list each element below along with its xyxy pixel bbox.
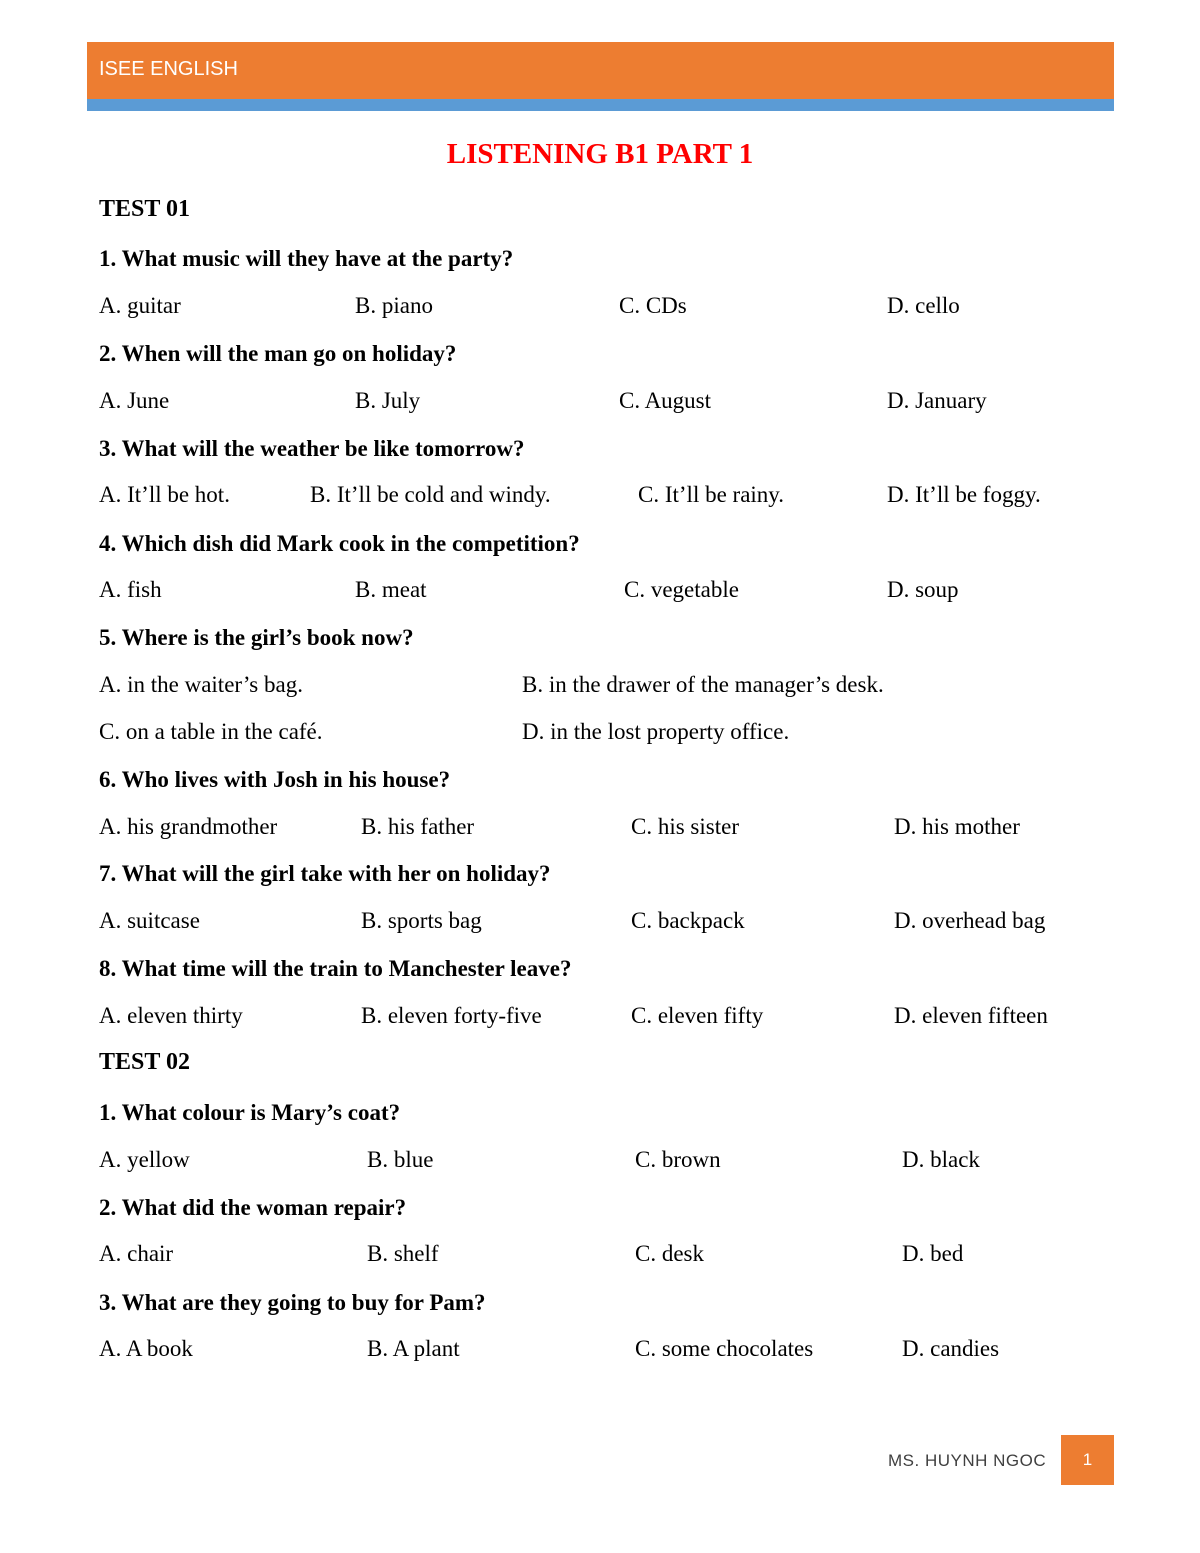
question: 2. When will the man go on holiday? (99, 341, 457, 366)
option-b: B. July (355, 388, 421, 413)
option-a: A. A book (99, 1336, 193, 1361)
header-brand: ISEE ENGLISH (99, 58, 238, 80)
option-b: B. It’ll be cold and windy. (310, 482, 551, 507)
option-b: B. piano (355, 293, 433, 318)
option-a: A. in the waiter’s bag. (99, 672, 303, 697)
question: 2. What did the woman repair? (99, 1195, 407, 1220)
header-stripe (87, 99, 1114, 111)
option-b: B. A plant (367, 1336, 460, 1361)
option-c: C. CDs (619, 293, 687, 318)
options-row (99, 814, 1099, 844)
option-b: B. blue (367, 1147, 434, 1172)
option-a: A. chair (99, 1241, 174, 1266)
option-b: B. shelf (367, 1241, 439, 1266)
option-c: C. August (619, 388, 712, 413)
option-b: B. sports bag (361, 908, 482, 933)
option-b: B. in the drawer of the manager’s desk. (522, 672, 884, 697)
options-row (99, 482, 1099, 512)
option-a: A. eleven thirty (99, 1003, 243, 1028)
option-a: A. his grandmother (99, 814, 278, 839)
option-b: B. meat (355, 577, 427, 602)
test-heading: TEST 01 (99, 196, 190, 222)
option-d: D. candies (902, 1336, 1000, 1361)
options-row (99, 1241, 1099, 1271)
option-c: C. backpack (631, 908, 745, 933)
question: 4. Which dish did Mark cook in the competition? (99, 531, 580, 556)
options-row (99, 1003, 1099, 1033)
option-d: D. overhead bag (894, 908, 1046, 933)
question: 7. What will the girl take with her on holiday? (99, 861, 551, 886)
options-row (99, 908, 1099, 938)
option-a: A. fish (99, 577, 162, 602)
option-c: C. some chocolates (635, 1336, 814, 1361)
page-title: LISTENING B1 PART 1 (446, 138, 754, 170)
option-d: D. his mother (894, 814, 1020, 839)
question: 8. What time will the train to Manchester leave? (99, 956, 572, 981)
option-d: D. January (887, 388, 987, 413)
option-d: D. soup (887, 577, 959, 602)
option-c: C. brown (635, 1147, 721, 1172)
options-row (99, 1336, 1099, 1366)
footer-author: MS. HUYNH NGOC (888, 1451, 1047, 1470)
options-row (99, 1147, 1099, 1177)
option-c: C. desk (635, 1241, 704, 1266)
question: 1. What music will they have at the party? (99, 246, 514, 271)
option-b: B. eleven forty-five (361, 1003, 542, 1028)
option-d: D. bed (902, 1241, 964, 1266)
options-row (99, 719, 1099, 749)
option-b: B. his father (361, 814, 475, 839)
option-a: A. guitar (99, 293, 181, 318)
option-c: C. on a table in the café. (99, 719, 323, 744)
question: 3. What are they going to buy for Pam? (99, 1290, 486, 1315)
option-d: D. cello (887, 293, 960, 318)
header-bar (87, 42, 1114, 99)
option-c: C. vegetable (624, 577, 739, 602)
option-c: C. his sister (631, 814, 739, 839)
options-row (99, 388, 1099, 418)
test-heading: TEST 02 (99, 1049, 190, 1075)
option-a: A. yellow (99, 1147, 190, 1172)
question: 3. What will the weather be like tomorrow? (99, 436, 525, 461)
option-a: A. suitcase (99, 908, 200, 933)
option-d: D. eleven fifteen (894, 1003, 1048, 1028)
option-d: D. black (902, 1147, 980, 1172)
question: 5. Where is the girl’s book now? (99, 625, 414, 650)
options-row (99, 293, 1099, 323)
option-d: D. It’ll be foggy. (887, 482, 1041, 507)
options-row (99, 672, 1099, 702)
question: 1. What colour is Mary’s coat? (99, 1100, 401, 1125)
option-c: C. eleven fifty (631, 1003, 764, 1028)
option-d: D. in the lost property office. (522, 719, 790, 744)
question: 6. Who lives with Josh in his house? (99, 767, 451, 792)
option-c: C. It’ll be rainy. (638, 482, 785, 507)
options-row (99, 577, 1099, 607)
option-a: A. It’ll be hot. (99, 482, 230, 507)
option-a: A. June (99, 388, 170, 413)
page-number: 1 (1061, 1435, 1114, 1485)
